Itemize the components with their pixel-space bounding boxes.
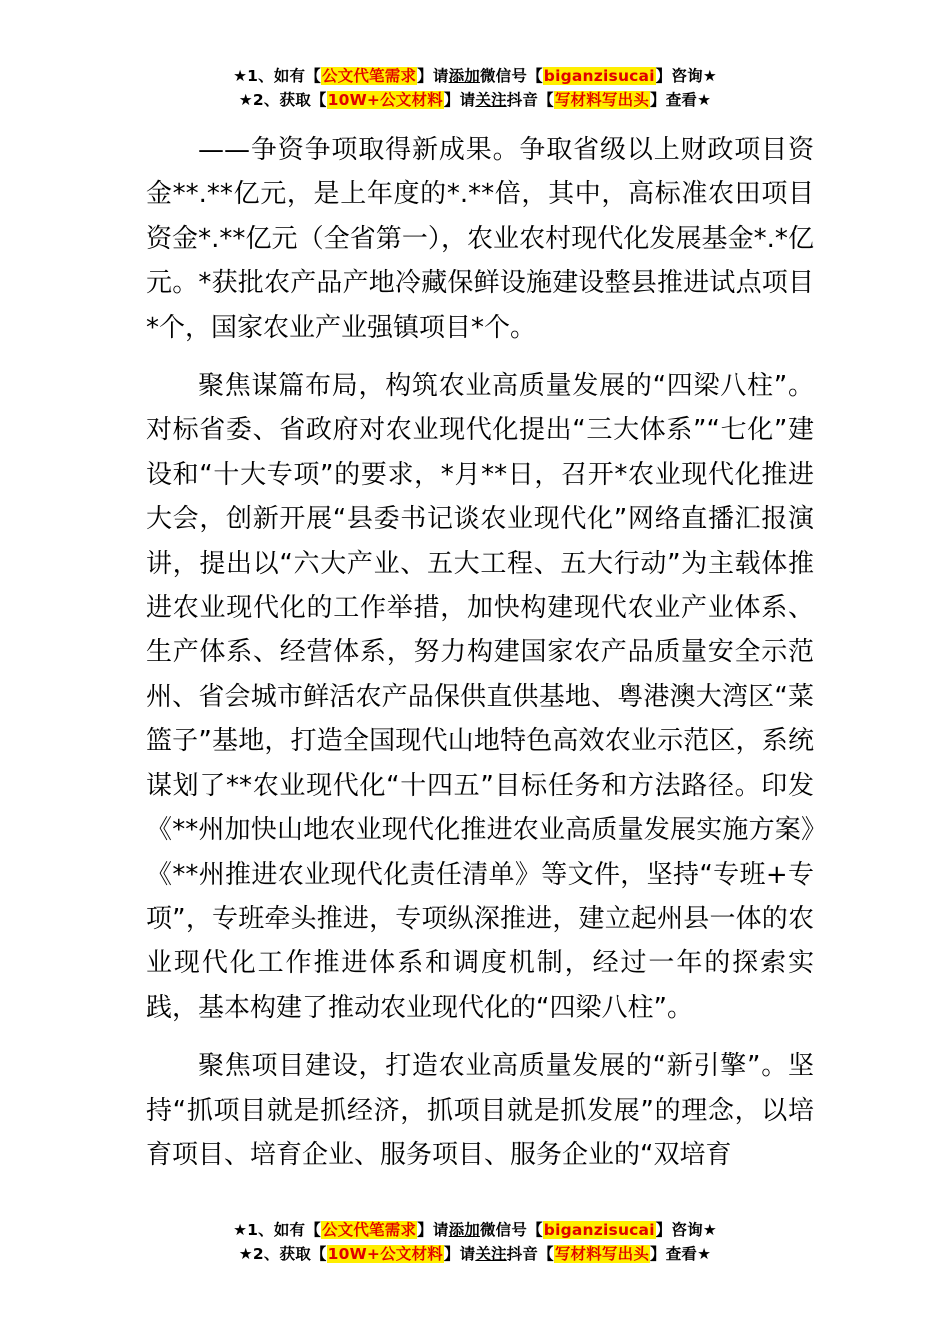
banner-line-1 bbox=[0, 64, 950, 88]
banner-emphasis: 添加 bbox=[448, 1221, 480, 1239]
banner-line-1 bbox=[0, 1218, 950, 1242]
banner-emphasis: 关注 bbox=[475, 1245, 507, 1263]
banner-highlight: 10W+公文材料 bbox=[327, 1245, 443, 1263]
banner-text: 】请 bbox=[417, 67, 449, 85]
banner-text: 】请 bbox=[443, 91, 476, 109]
banner-highlight: 10W+公文材料 bbox=[327, 91, 443, 109]
banner-text: 】查看★ bbox=[650, 91, 712, 109]
banner-text: ★1、如有【 bbox=[233, 67, 321, 85]
banner-text: 微信号【 bbox=[479, 1221, 543, 1239]
paragraph-3: 聚焦项目建设，打造农业高质量发展的“新引擎”。坚持“抓项目就是抓经济，抓项目就是抓发展”的理念，以培育项目、培育企业、服务项目、服务企业的“双培育 bbox=[146, 1051, 814, 1170]
paragraph-2: 聚焦谋篇布局，构筑农业高质量发展的“四梁八柱”。对标省委、省政府对农业现代化提出“三大体系”“七化”建设和“十大专项”的要求，*月**日，召开*农业现代化推进大会，创新开展“县委书记谈农业现代化”网络直播汇报演讲，提出以“六大产业、五大工程、五大行动”为主载体推进农业现代化的工作举措，加快构建现代农业产业体系、生产体系、经营体系，努力构建国家农产品质量安全示范州、省会城市鲜活农产品保供直供基地、粤港澳大湾区“菜篮子”基地，打造全国现代山地特色高效农业示范区，系统谋划了**农业现代化“十四五”目标任务和方法路径。印发《**州加快山地农业现代化推进农业高质量发展实施方案》《**州推进农业现代化责任清单》等文件，坚持“专班+专项”，专班牵头推进，专项纵深推进，建立起州县一体的农业现代化工作推进体系和调度机制，经过一年的探索实践，基本构建了推动农业现代化的“四梁八柱”。 bbox=[146, 371, 814, 1023]
banner-text: 】咨询★ bbox=[655, 67, 717, 85]
banner-text: ★2、获取【 bbox=[238, 91, 327, 109]
footer-banner bbox=[0, 1218, 950, 1266]
banner-text: 抖音【 bbox=[506, 91, 554, 109]
banner-emphasis: 添加 bbox=[448, 67, 480, 85]
banner-text: ★1、如有【 bbox=[233, 1221, 321, 1239]
banner-text: 】咨询★ bbox=[655, 1221, 717, 1239]
banner-highlight: 写材料写出头 bbox=[554, 1245, 650, 1263]
banner-text: ★2、获取【 bbox=[238, 1245, 327, 1263]
banner-text: 】查看★ bbox=[650, 1245, 712, 1263]
banner-highlight: biganzisucai bbox=[543, 1221, 655, 1239]
header-banner bbox=[0, 64, 950, 112]
banner-text: 】请 bbox=[417, 1221, 449, 1239]
paragraph-1: ——争资争项取得新成果。争取省级以上财政项目资金**.**亿元，是上年度的*.**倍，其中，高标准农田项目资金*.**亿元（全省第一），农业农村现代化发展基金*.*亿元。*获批农产品产地冷藏保鲜设施建设整县推进试点项目*个，国家农业产业强镇项目*个。 bbox=[146, 135, 814, 343]
banner-highlight: 公文代笔需求 bbox=[321, 1221, 417, 1239]
banner-emphasis: 关注 bbox=[475, 91, 507, 109]
document-body bbox=[146, 128, 814, 1177]
banner-text: 抖音【 bbox=[506, 1245, 554, 1263]
banner-highlight: 写材料写出头 bbox=[554, 91, 650, 109]
banner-text: 】请 bbox=[443, 1245, 476, 1263]
banner-highlight: biganzisucai bbox=[543, 67, 655, 85]
banner-line-2 bbox=[0, 88, 950, 112]
banner-highlight: 公文代笔需求 bbox=[321, 67, 417, 85]
banner-line-2 bbox=[0, 1242, 950, 1266]
banner-text: 微信号【 bbox=[479, 67, 543, 85]
